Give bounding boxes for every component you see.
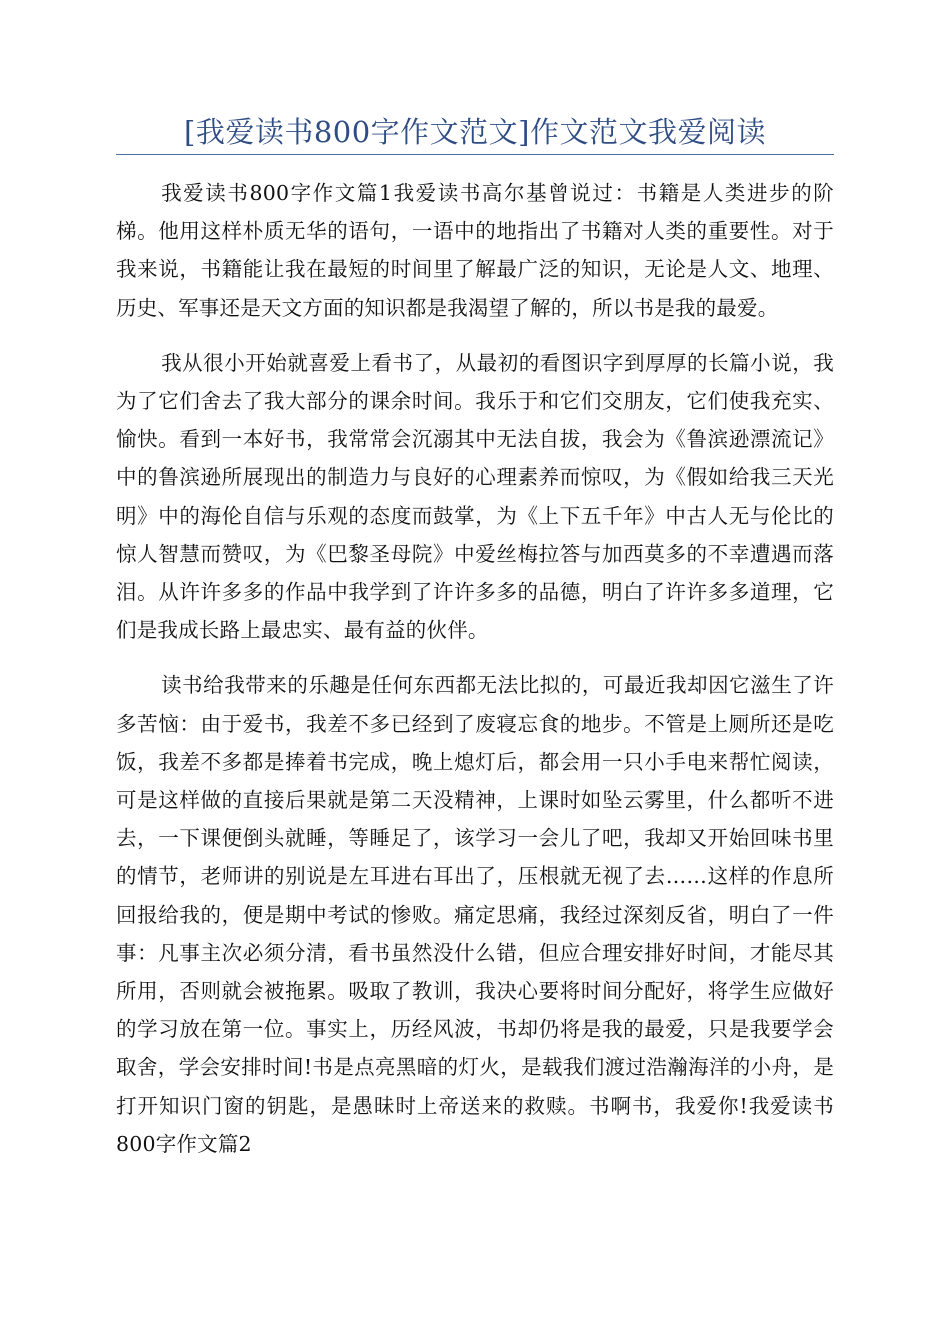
paragraph-2: 我从很小开始就喜爱上看书了，从最初的看图识字到厚厚的长篇小说，我为了它们舍去了我大部分的课余时间。我乐于和它们交朋友，它们使我充实、愉快。看到一本好书，我常常会沉溺其中无法自拔，我会为《鲁滨逊漂流记》中的鲁滨逊所展现出的制造力与良好的心理素养而惊叹，为《假如给我三天光明》中的海伦自信与乐观的态度而鼓掌，为《上下五千年》中古人无与伦比的惊人智慧而赞叹，为《巴黎圣母院》中爱丝梅拉答与加西莫多的不幸遭遇而落泪。从许许多多的作品中我学到了许许多多的品德，明白了许许多多道理，它们是我成长路上最忠实、最有益的伙伴。 bbox=[116, 350, 834, 643]
document-title: [我爱读书800字作文范文]作文范文我爱阅读 bbox=[184, 115, 766, 149]
paragraph-3: 读书给我带来的乐趣是任何东西都无法比拟的，可最近我却因它滋生了许多苦恼：由于爱书，我差不多已经到了废寝忘食的地步。不管是上厕所还是吃饭，我差不多都是捧着书完成，晚上熄灯后，都会用一只小手电来帮忙阅读，可是这样做的直接后果就是第二天没精神，上课时如坠云雾里，什么都听不进去，一下课便倒头就睡，等睡足了，该学习一会儿了吧，我却又开始回味书里的情节，老师讲的别说是左耳进右耳出了，压根就无视了去……这样的作息所回报给我的，便是期中考试的惨败。痛定思痛，我经过深刻反省，明白了一件事：凡事主次必须分清，看书虽然没什么错，但应合理安排好时间，才能尽其所用，否则就会被拖累。吸取了教训，我决心要将时间分配好，将学生应做好的学习放在第一位。事实上，历经风波，书却仍将是我的最爱，只是我要学会取舍，学会安排时间!书是点亮黑暗的灯火，是载我们渡过浩瀚海洋的小舟，是打开知识门窗的钥匙，是愚昧时上帝送来的救赎。书啊书，我爱你!我爱读书800字作文篇2 bbox=[116, 673, 834, 1156]
title-underline bbox=[116, 154, 834, 155]
document-body bbox=[116, 174, 834, 1180]
paragraph-1: 我爱读书800字作文篇1我爱读书高尔基曾说过：书籍是人类进步的阶梯。他用这样朴质无华的语句，一语中的地指出了书籍对人类的重要性。对于我来说，书籍能让我在最短的时间里了解最广泛的知识，无论是人文、地理、历史、军事还是天文方面的知识都是我渴望了解的，所以书是我的最爱。 bbox=[116, 181, 834, 320]
